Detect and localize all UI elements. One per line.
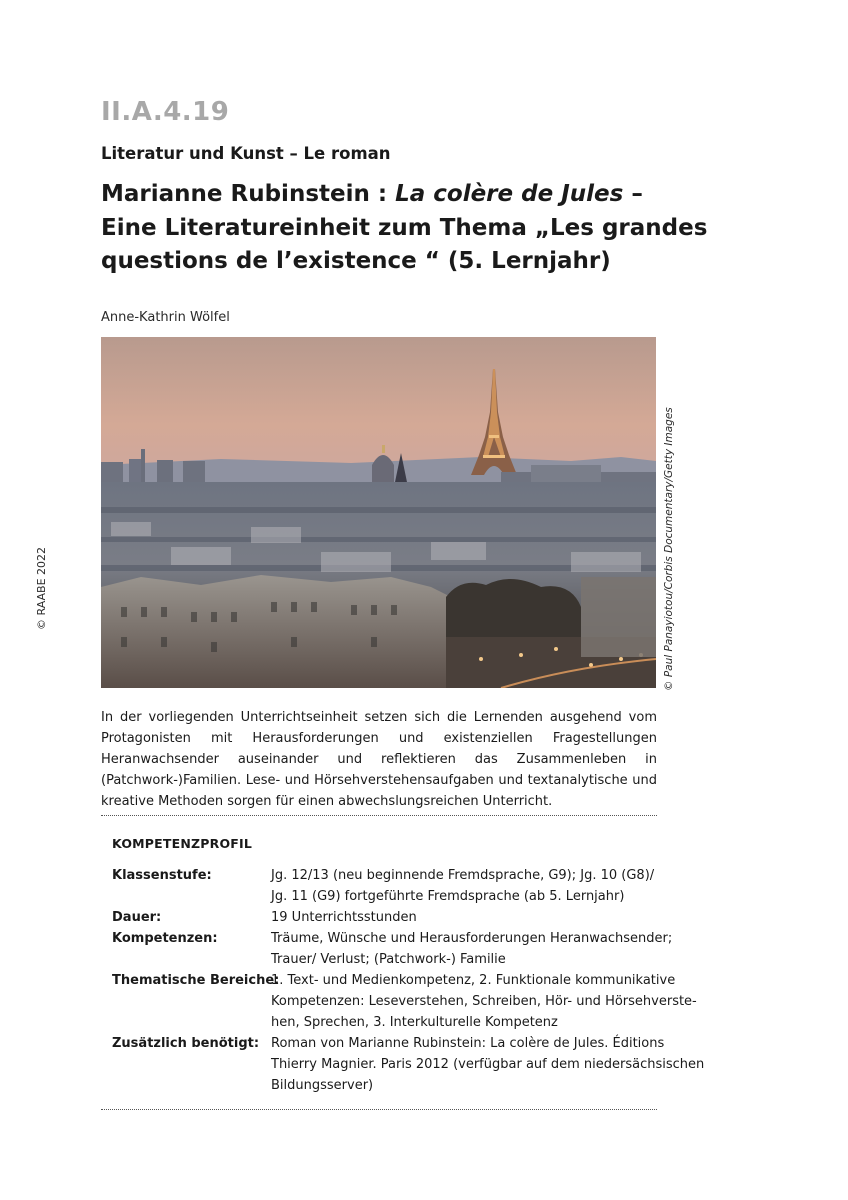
title-line-3: questions de l’existence “ (5. Lernjahr) [101, 248, 611, 274]
profile-label: Klassenstufe: [112, 868, 212, 883]
subject-line: Literatur und Kunst – Le roman [101, 144, 391, 163]
novel-title: La colère de Jules [395, 181, 624, 207]
unit-code: II.A.4.19 [101, 97, 230, 127]
page-title [101, 178, 708, 279]
profile-label: Dauer: [112, 910, 162, 925]
kompetenzprofil-heading: KOMPETENZPROFIL [112, 836, 253, 851]
title-line-1: Marianne Rubinstein : La colère de Jules – [101, 181, 643, 207]
intro-paragraph: In der vorliegenden Unterrichtseinheit setzen sich die Lernenden ausgehend vom Protagonisten mit Herausforderungen und existenziellen Fragestellungen Heranwachsender auseinander und reflektieren das Zusammenleben in (Patchwork-)Familien. Lese- und Hörsehverstehensaufgaben und textanalytische und kreative Methoden sorgen für einen abwechslungsreichen Unterricht. [101, 710, 657, 809]
profile-value [271, 970, 697, 1033]
profile-value-line: Trauer/ Verlust; (Patchwork-) Familie [271, 952, 506, 967]
copyright-notice: © RAABE 2022 [35, 546, 48, 630]
profile-value-line: Träume, Wünsche und Herausforderungen Heranwachsender; [271, 931, 673, 946]
profile-value [271, 1033, 705, 1096]
profile-value-line: Bildungsserver) [271, 1078, 374, 1093]
profile-value-line: 1. Text- und Medienkompetenz, 2. Funktionale kommunikative [271, 973, 676, 988]
profile-value-line: hen, Sprechen, 3. Interkulturelle Kompetenz [271, 1015, 558, 1030]
paris-skyline-photo [101, 337, 656, 688]
profile-value-line: Jg. 11 (G9) fortgeführte Fremdsprache (ab 5. Lernjahr) [271, 889, 625, 904]
author: Anne-Kathrin Wölfel [101, 310, 230, 325]
photo-credit: © Paul Panayiotou/Corbis Documentary/Getty Images [663, 407, 675, 691]
title-line-2: Eine Literatureinheit zum Thema „Les grandes [101, 214, 708, 241]
profile-value-line: 19 Unterrichtsstunden [271, 910, 417, 925]
divider-top [101, 815, 657, 816]
divider-bottom [101, 1109, 657, 1110]
profile-value-line: Roman von Marianne Rubinstein: La colère de Jules. Éditions [271, 1036, 665, 1051]
profile-label: Zusätzlich benötigt: [112, 1036, 260, 1051]
profile-value-line: Kompetenzen: Leseverstehen, Schreiben, Hör- und Hörsehverste- [271, 994, 697, 1009]
profile-value [271, 907, 656, 928]
profile-value-line: Thierry Magnier. Paris 2012 (verfügbar auf dem niedersächsischen [271, 1057, 705, 1072]
profile-label: Thematische Bereiche: [112, 973, 280, 988]
profile-label: Kompetenzen: [112, 931, 218, 946]
profile-value [271, 928, 673, 970]
profile-value-line: Jg. 12/13 (neu beginnende Fremdsprache, G9); Jg. 10 (G8)/ [271, 868, 655, 883]
profile-value [271, 865, 656, 907]
